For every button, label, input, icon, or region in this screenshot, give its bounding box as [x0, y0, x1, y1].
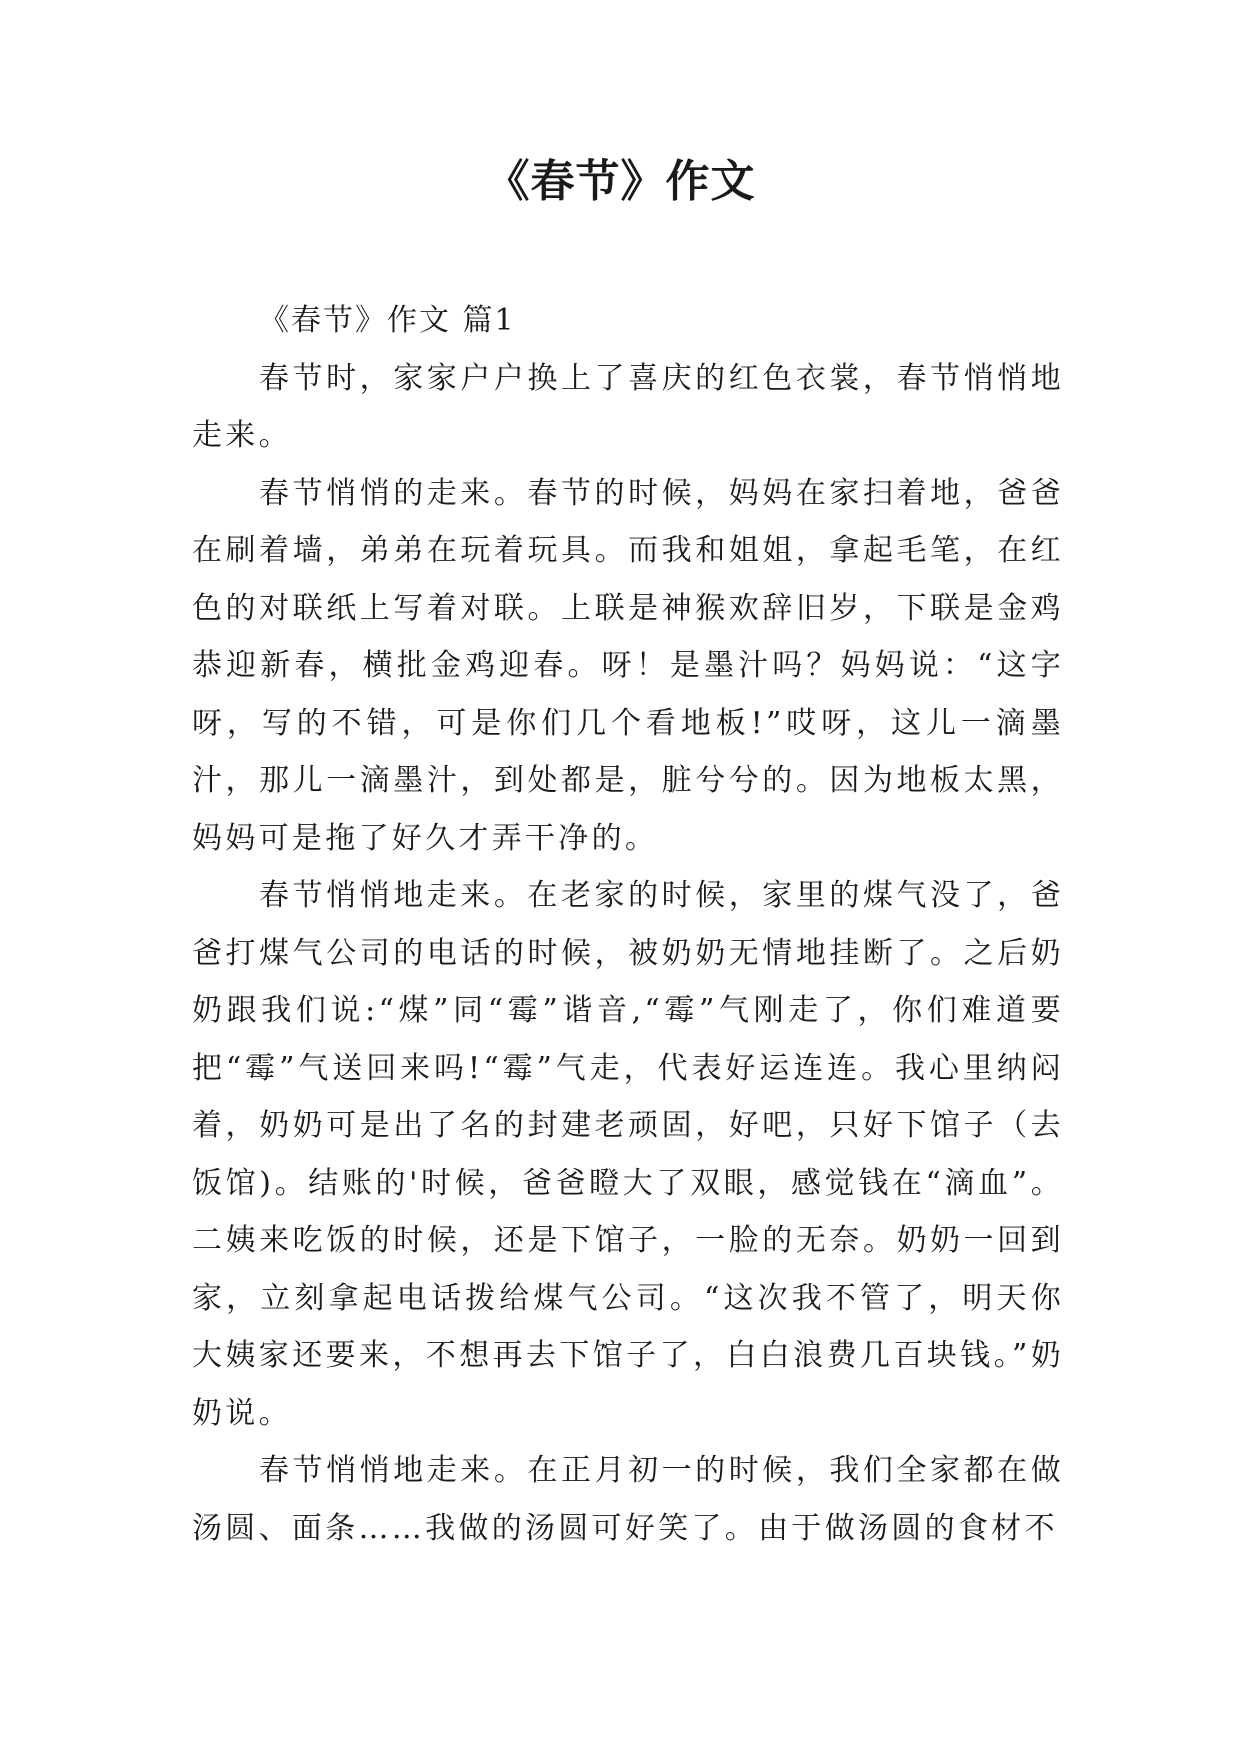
paragraph: 春节时，家家户户换上了喜庆的红色衣裳，春节悄悄地走来。	[192, 360, 1064, 453]
paragraph: 春节悄悄地走来。在正月初一的时候，我们全家都在做汤圆、面条……我做的汤圆可好笑了。由于做汤圆的食材不	[192, 1453, 1064, 1546]
section-heading: 《春节》作文 篇1	[259, 303, 516, 338]
paragraph: 春节悄悄的走来。春节的时候，妈妈在家扫着地，爸爸在刷着墙，弟弟在玩着玩具。而我和姐姐，拿起毛笔，在红色的对联纸上写着对联。上联是神猴欢辞旧岁，下联是金鸡恭迎新春，横批金鸡迎春。呀！是墨汁吗？妈妈说：“这字呀，写的不错，可是你们几个看地板!”哎呀，这儿一滴墨汁，那儿一滴墨汁，到处都是，脏兮兮的。因为地板太黑，妈妈可是拖了好久才弄干净的。	[192, 475, 1064, 856]
paragraph: 春节悄悄地走来。在老家的时候，家里的煤气没了，爸爸打煤气公司的电话的时候，被奶奶无情地挂断了。之后奶奶跟我们说:“煤”同“霉”谐音,“霉”气刚走了，你们难道要把“霉”气送回来吗!“霉”气走，代表好运连连。我心里纳闷着，奶奶可是出了名的封建老顽固，好吧，只好下馆子（去饭馆)。结账的'时候，爸爸瞪大了双眼，感觉钱在“滴血”。二姨来吃饭的时候，还是下馆子，一脸的无奈。奶奶一回到家，立刻拿起电话拨给煤气公司。“这次我不管了，明天你大姨家还要来，不想再去下馆子了，白白浪费几百块钱。”奶奶说。	[192, 878, 1064, 1431]
document-title: 《春节》作文	[485, 156, 756, 207]
document-body	[192, 292, 1064, 1557]
